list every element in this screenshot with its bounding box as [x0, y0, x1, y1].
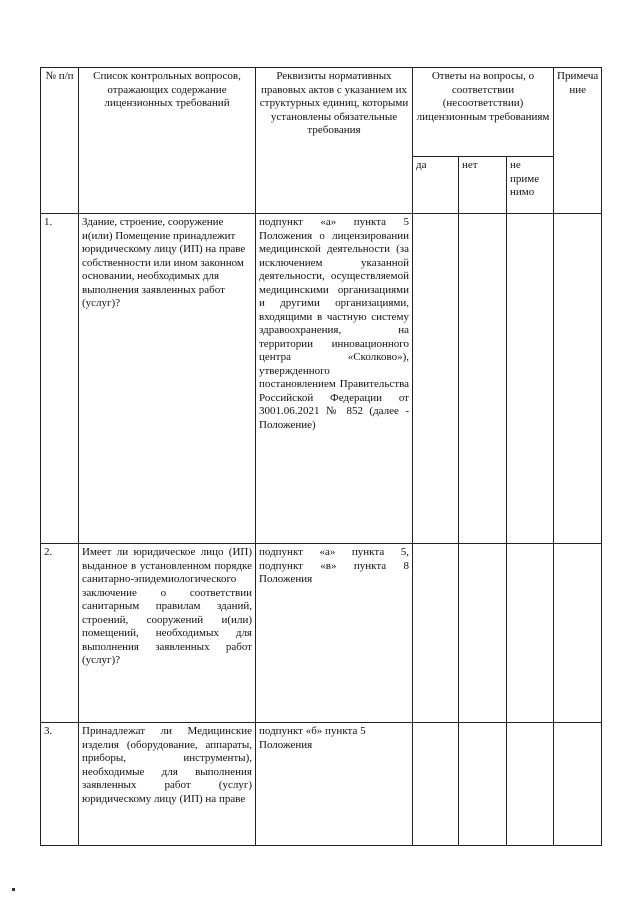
answer-no-cell[interactable] — [459, 214, 507, 544]
note-cell[interactable] — [554, 214, 602, 544]
header-requisites: Реквизиты нормативных правовых актов с указанием их структурных единиц, которыми установлены обязательные требования — [256, 68, 413, 214]
header-question: Список контрольных вопросов, отражающих содержание лицензионных требований — [79, 68, 256, 214]
row-requisites: подпункт «а» пункта 5, подпункт «в» пункта 8 Положения — [256, 544, 413, 723]
row-question: Имеет ли юридическое лицо (ИП) выданное в установленном порядке санитарно-эпидемиологического заключение о соответствии санитарным правилам зданий, строений, сооружений и(или) помещений, необходимых для выполнения заявленных работ (услуг)? — [79, 544, 256, 723]
answer-no-cell[interactable] — [459, 544, 507, 723]
header-yes: да — [413, 157, 459, 214]
row-num: 2. — [41, 544, 79, 723]
row-question: Здание, строение, сооружение и(или) Помещение принадлежит юридическому лицу (ИП) на праве собственности или ином законном основании, необходимых для выполнения заявленных работ (услуг)? — [79, 214, 256, 544]
answer-yes-cell[interactable] — [413, 544, 459, 723]
answer-na-cell[interactable] — [507, 723, 554, 846]
checklist-table — [40, 67, 602, 846]
answer-yes-cell[interactable] — [413, 723, 459, 846]
note-cell[interactable] — [554, 544, 602, 723]
row-question: Принадлежат ли Медицинские изделия (оборудование, аппараты, приборы, инструменты), необходимые для выполнения заявленных работ (услуг) юридическому лицу (ИП) на праве — [79, 723, 256, 846]
row-requisites: подпункт «б» пункта 5 Положения — [256, 723, 413, 846]
table-row — [41, 214, 602, 544]
header-num: № п/п — [41, 68, 79, 214]
answer-na-cell[interactable] — [507, 214, 554, 544]
header-no: нет — [459, 157, 507, 214]
header-row — [41, 68, 602, 157]
header-answers: Ответы на вопросы, о соответствии (несоответствии) лицензионным требованиям — [413, 68, 554, 157]
table-row — [41, 544, 602, 723]
answer-no-cell[interactable] — [459, 723, 507, 846]
table-row — [41, 723, 602, 846]
row-num: 3. — [41, 723, 79, 846]
header-note: Примеча ние — [554, 68, 602, 214]
answer-na-cell[interactable] — [507, 544, 554, 723]
scan-dot — [12, 888, 15, 891]
note-cell[interactable] — [554, 723, 602, 846]
answer-yes-cell[interactable] — [413, 214, 459, 544]
row-requisites: подпункт «а» пункта 5 Положения о лицензировании медицинской деятельности (за исключением указанной деятельности, осуществляемой медицинскими организациями и другими организациями, входящими в частную систему здравоохранения, на территории инновационного центра «Сколково»), утвержденного постановлением Правительства Российской Федерации от 3001.06.2021 № 852 (далее - Положение) — [256, 214, 413, 544]
header-na: не приме нимо — [507, 157, 554, 214]
row-num: 1. — [41, 214, 79, 544]
